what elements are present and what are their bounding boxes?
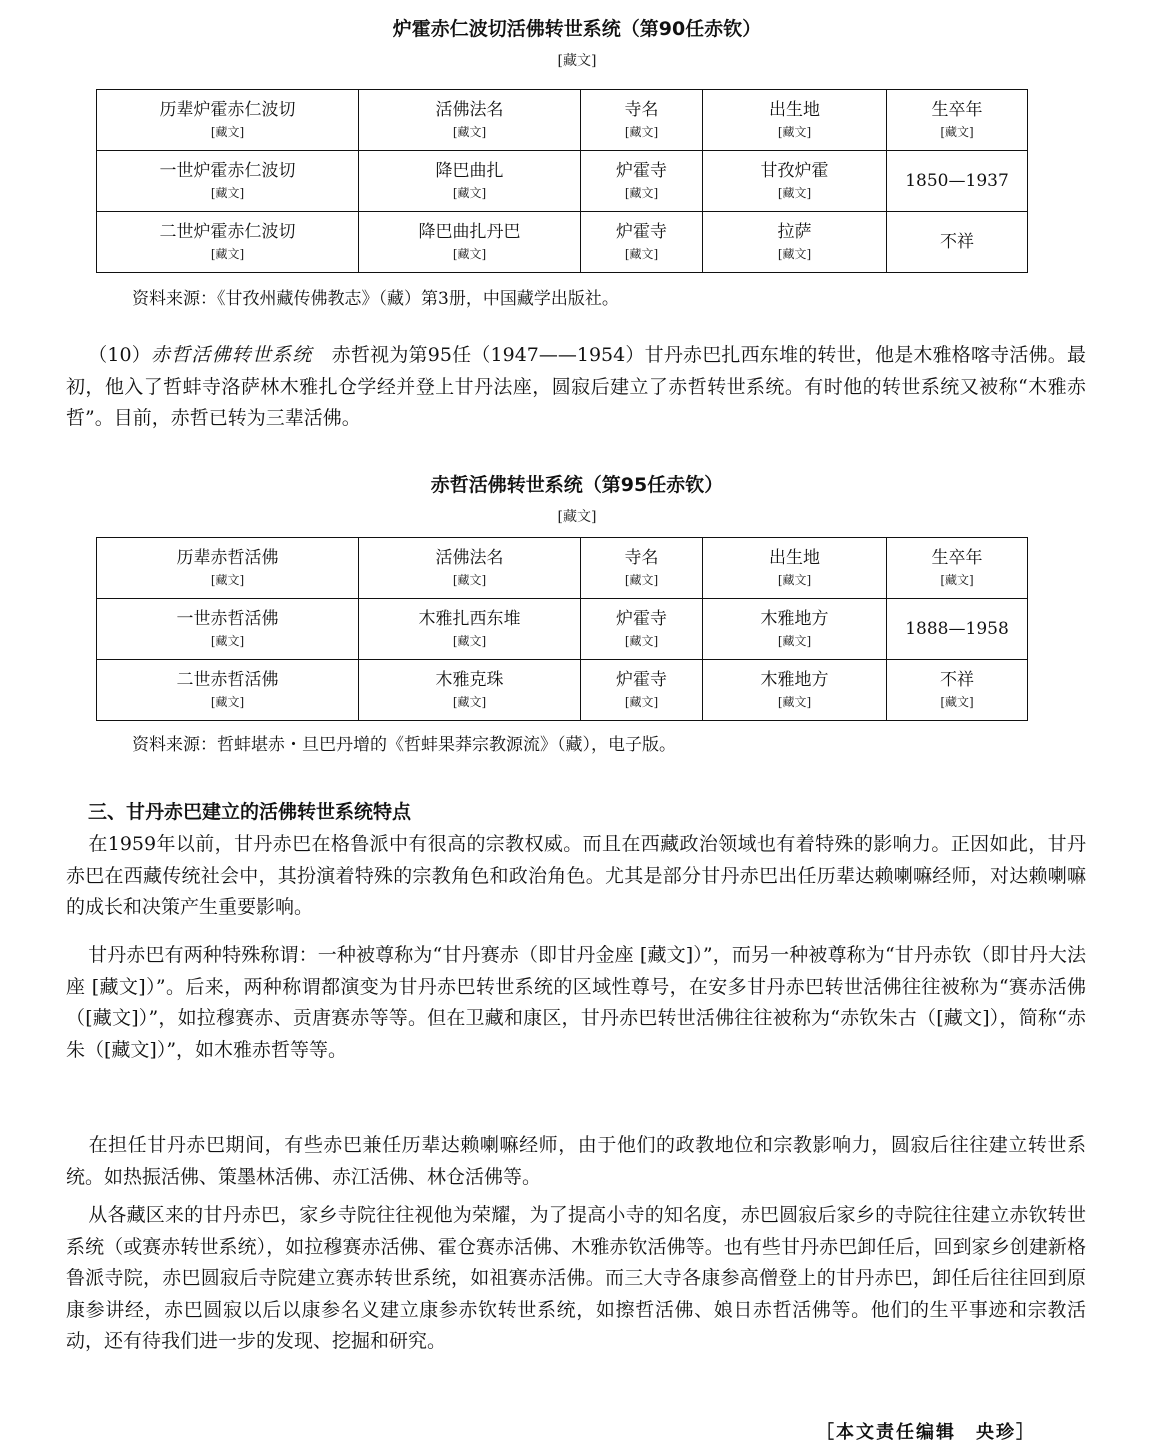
body-paragraph-2: 甘丹赤巴有两种特殊称谓：一种被尊称为“甘丹赛赤（即甘丹金座 [藏文]）”，而另一种被尊称为“甘丹赤钦（即甘丹大法座 [藏文]）”。后来，两种称谓都演变为甘丹赤巴转世系统的区域性尊号，在安多甘丹赤巴转世活佛往往被称为“赛赤活佛（[藏文]）”，如拉穆赛赤、贡唐赛赤等等。但在卫藏和康区，甘丹赤巴转世活佛往往被称为“赤钦朱古（[藏文]），简称“赤朱（[藏文]）”，如木雅赤哲等等。	[66, 944, 1086, 1061]
table-row	[97, 212, 1028, 273]
table-cell: 拉萨 [藏文]	[703, 212, 887, 273]
header-cell: 历辈赤哲活佛 [藏文]	[97, 538, 359, 599]
table-header-row	[97, 538, 1028, 599]
table-row	[97, 660, 1028, 721]
table2	[96, 537, 1028, 721]
header-cell: 出生地 [藏文]	[703, 538, 887, 599]
table2-source: 资料来源：哲蚌堪赤・旦巴丹增的《哲蚌果莽宗教源流》（藏），电子版。	[132, 735, 676, 755]
table-cell: 降巴曲扎丹巴 [藏文]	[359, 212, 581, 273]
table-cell: 一世炉霍赤仁波切 [藏文]	[97, 151, 359, 212]
header-cell: 出生地 [藏文]	[703, 90, 887, 151]
section-heading: 三、甘丹赤巴建立的活佛转世系统特点	[88, 801, 412, 823]
paragraph-10: （10）赤哲活佛转世系统 赤哲视为第95任（1947——1954）甘丹赤巴扎西东堆的转世，他是木雅格喀寺活佛。最初，他入了哲蚌寺洛萨林木雅扎仓学经并登上甘丹法座，圆寂后建立了赤哲转世系统。有时他的转世系统又被称“木雅赤哲”。目前，赤哲已转为三辈活佛。	[66, 344, 1086, 429]
table-cell: 二世炉霍赤仁波切 [藏文]	[97, 212, 359, 273]
table-cell: 不祥 [藏文]	[887, 660, 1028, 721]
table2-title-tibetan: [藏文]	[557, 509, 597, 525]
table2-title: 赤哲活佛转世系统（第95任赤钦）	[430, 474, 724, 496]
table-cell: 木雅地方 [藏文]	[703, 660, 887, 721]
table-cell: 不祥	[887, 212, 1028, 273]
table-cell: 木雅扎西东堆 [藏文]	[359, 599, 581, 660]
table-row	[97, 151, 1028, 212]
header-cell: 寺名 [藏文]	[581, 90, 703, 151]
table-cell: 炉霍寺 [藏文]	[581, 660, 703, 721]
body-paragraph-3: 在担任甘丹赤巴期间，有些赤巴兼任历辈达赖喇嘛经师，由于他们的政教地位和宗教影响力，圆寂后往往建立转世系统。如热振活佛、策墨林活佛、赤江活佛、林仓活佛等。	[66, 1134, 1086, 1188]
table-cell: 木雅克珠 [藏文]	[359, 660, 581, 721]
editor-credit: ［本文责任编辑 央珍］	[816, 1422, 1036, 1443]
body-paragraph-4: 从各藏区来的甘丹赤巴，家乡寺院往往视他为荣耀，为了提高小寺的知名度，赤巴圆寂后家乡的寺院往往建立赤钦转世系统（或赛赤转世系统），如拉穆赛赤活佛、霍仓赛赤活佛、木雅赤钦活佛等。也有些甘丹赤巴卸任后，回到家乡创建新格鲁派寺院，赤巴圆寂后寺院建立赛赤转世系统，如祖赛赤活佛。而三大寺各康参高僧登上的甘丹赤巴，卸任后往往回到原康参讲经，赤巴圆寂以后以康参名义建立康参赤钦转世系统，如擦哲活佛、娘日赤哲活佛等。他们的生平事迹和宗教活动，还有待我们进一步的发现、挖掘和研究。	[66, 1204, 1086, 1352]
header-cell: 历辈炉霍赤仁波切 [藏文]	[97, 90, 359, 151]
table-row	[97, 599, 1028, 660]
table1-source: 资料来源：《甘孜州藏传佛教志》（藏）第3册，中国藏学出版社。	[132, 289, 619, 309]
table-cell: 炉霍寺 [藏文]	[581, 151, 703, 212]
table-cell: 1850—1937	[887, 151, 1028, 212]
table-cell: 一世赤哲活佛 [藏文]	[97, 599, 359, 660]
body-paragraph-1: 在1959年以前，甘丹赤巴在格鲁派中有很高的宗教权威。而且在西藏政治领域也有着特殊的影响力。正因如此，甘丹赤巴在西藏传统社会中，其扮演着特殊的宗教角色和政治角色。尤其是部分甘丹赤巴出任历辈达赖喇嘛经师，对达赖喇嘛的成长和决策产生重要影响。	[66, 833, 1086, 918]
table-cell: 木雅地方 [藏文]	[703, 599, 887, 660]
table-cell: 降巴曲扎 [藏文]	[359, 151, 581, 212]
table-header-row	[97, 90, 1028, 151]
table-cell: 炉霍寺 [藏文]	[581, 599, 703, 660]
header-cell: 活佛法名 [藏文]	[359, 538, 581, 599]
table1-title: 炉霍赤仁波切活佛转世系统（第90任赤钦）	[392, 18, 762, 40]
header-cell: 活佛法名 [藏文]	[359, 90, 581, 151]
header-cell: 生卒年 [藏文]	[887, 538, 1028, 599]
header-cell: 寺名 [藏文]	[581, 538, 703, 599]
table-cell: 炉霍寺 [藏文]	[581, 212, 703, 273]
table-cell: 1888—1958	[887, 599, 1028, 660]
system-term: 赤哲活佛转世系统	[150, 344, 313, 366]
table-cell: 二世赤哲活佛 [藏文]	[97, 660, 359, 721]
table-cell: 甘孜炉霍 [藏文]	[703, 151, 887, 212]
table1-title-tibetan: [藏文]	[557, 53, 597, 69]
table1	[96, 89, 1028, 273]
header-cell: 生卒年 [藏文]	[887, 90, 1028, 151]
